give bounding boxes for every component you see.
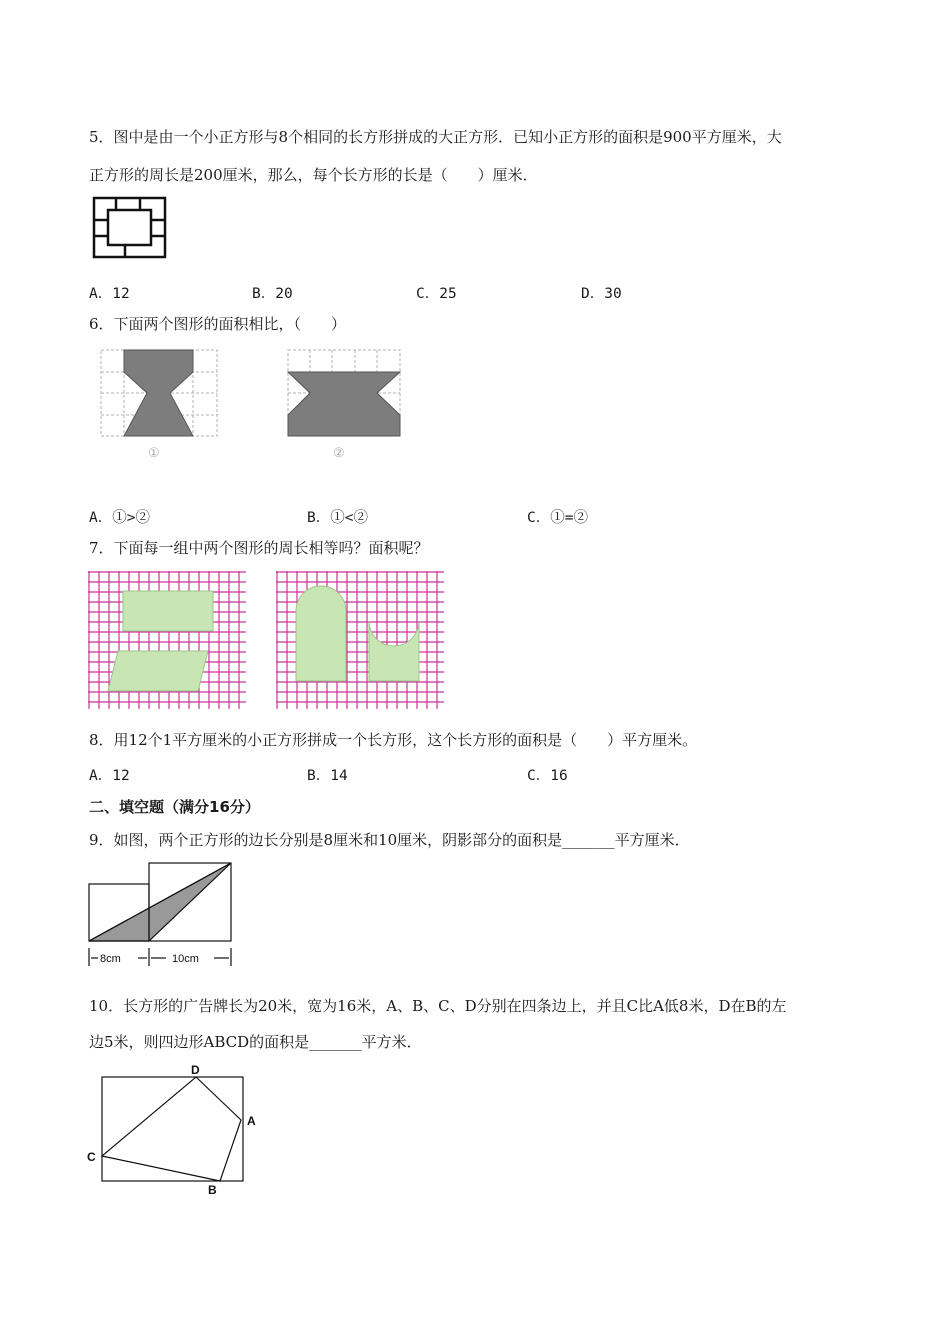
q6-text: 6．下面两个图形的面积相比，（ ） — [89, 315, 347, 333]
q7-text: 7．下面每一组中两个图形的周长相等吗？面积呢？ — [89, 539, 429, 557]
q6-option-c[interactable]: C．①=② — [527, 510, 588, 526]
q6-figure-1-label: ① — [148, 446, 160, 461]
q6-option-b[interactable]: B．①<② — [307, 510, 368, 526]
q5-square-figure — [92, 196, 168, 260]
q7-grid-group-1 — [88, 571, 248, 711]
q6-figure-2-label: ② — [333, 446, 345, 461]
q10-text-line2: 边5米，则四边形ABCD的面积是_______平方米． — [89, 1033, 422, 1051]
q9-two-squares-figure — [86, 858, 238, 968]
q5-option-c[interactable]: C．25 — [416, 286, 457, 302]
q10-point-b-label: B — [208, 1183, 217, 1197]
q6-figure-1 — [96, 346, 222, 442]
q10-point-d-label: D — [191, 1063, 200, 1077]
q8-option-a[interactable]: A．12 — [89, 768, 130, 784]
q8-option-b[interactable]: B．14 — [307, 768, 348, 784]
section-2-title: 二、填空题（满分16分） — [89, 798, 260, 816]
q8-text: 8．用12个1平方厘米的小正方形拼成一个长方形，这个长方形的面积是（ ）平方厘米。 — [89, 731, 698, 749]
q10-text-line1: 10．长方形的广告牌长为20米，宽为16米，A、B、C、D分别在四条边上，并且C比A低8米，D在B的左 — [89, 997, 787, 1015]
q8-option-c[interactable]: C．16 — [527, 768, 568, 784]
q5-text-line2: 正方形的周长是200厘米，那么，每个长方形的长是（ ）厘米． — [89, 166, 538, 184]
q10-quadrilateral-figure — [84, 1060, 264, 1200]
q5-option-b[interactable]: B．20 — [252, 286, 293, 302]
q10-point-a-label: A — [247, 1114, 256, 1128]
q5-option-a[interactable]: A．12 — [89, 286, 130, 302]
q9-dim-label-8cm: 8cm — [100, 953, 121, 965]
q9-text: 9．如图，两个正方形的边长分别是8厘米和10厘米，阴影部分的面积是_______平方厘米． — [89, 831, 690, 849]
q6-option-a[interactable]: A．①>② — [89, 510, 150, 526]
q9-dim-label-10cm: 10cm — [172, 953, 199, 965]
q7-grid-group-2 — [276, 571, 446, 711]
q5-option-d[interactable]: D．30 — [581, 286, 622, 302]
q10-point-c-label: C — [87, 1150, 96, 1164]
q5-text-line1: 5．图中是由一个小正方形与8个相同的长方形拼成的大正方形．已知小正方形的面积是900平方厘米，大 — [89, 128, 782, 146]
q6-figure-2 — [284, 346, 404, 442]
